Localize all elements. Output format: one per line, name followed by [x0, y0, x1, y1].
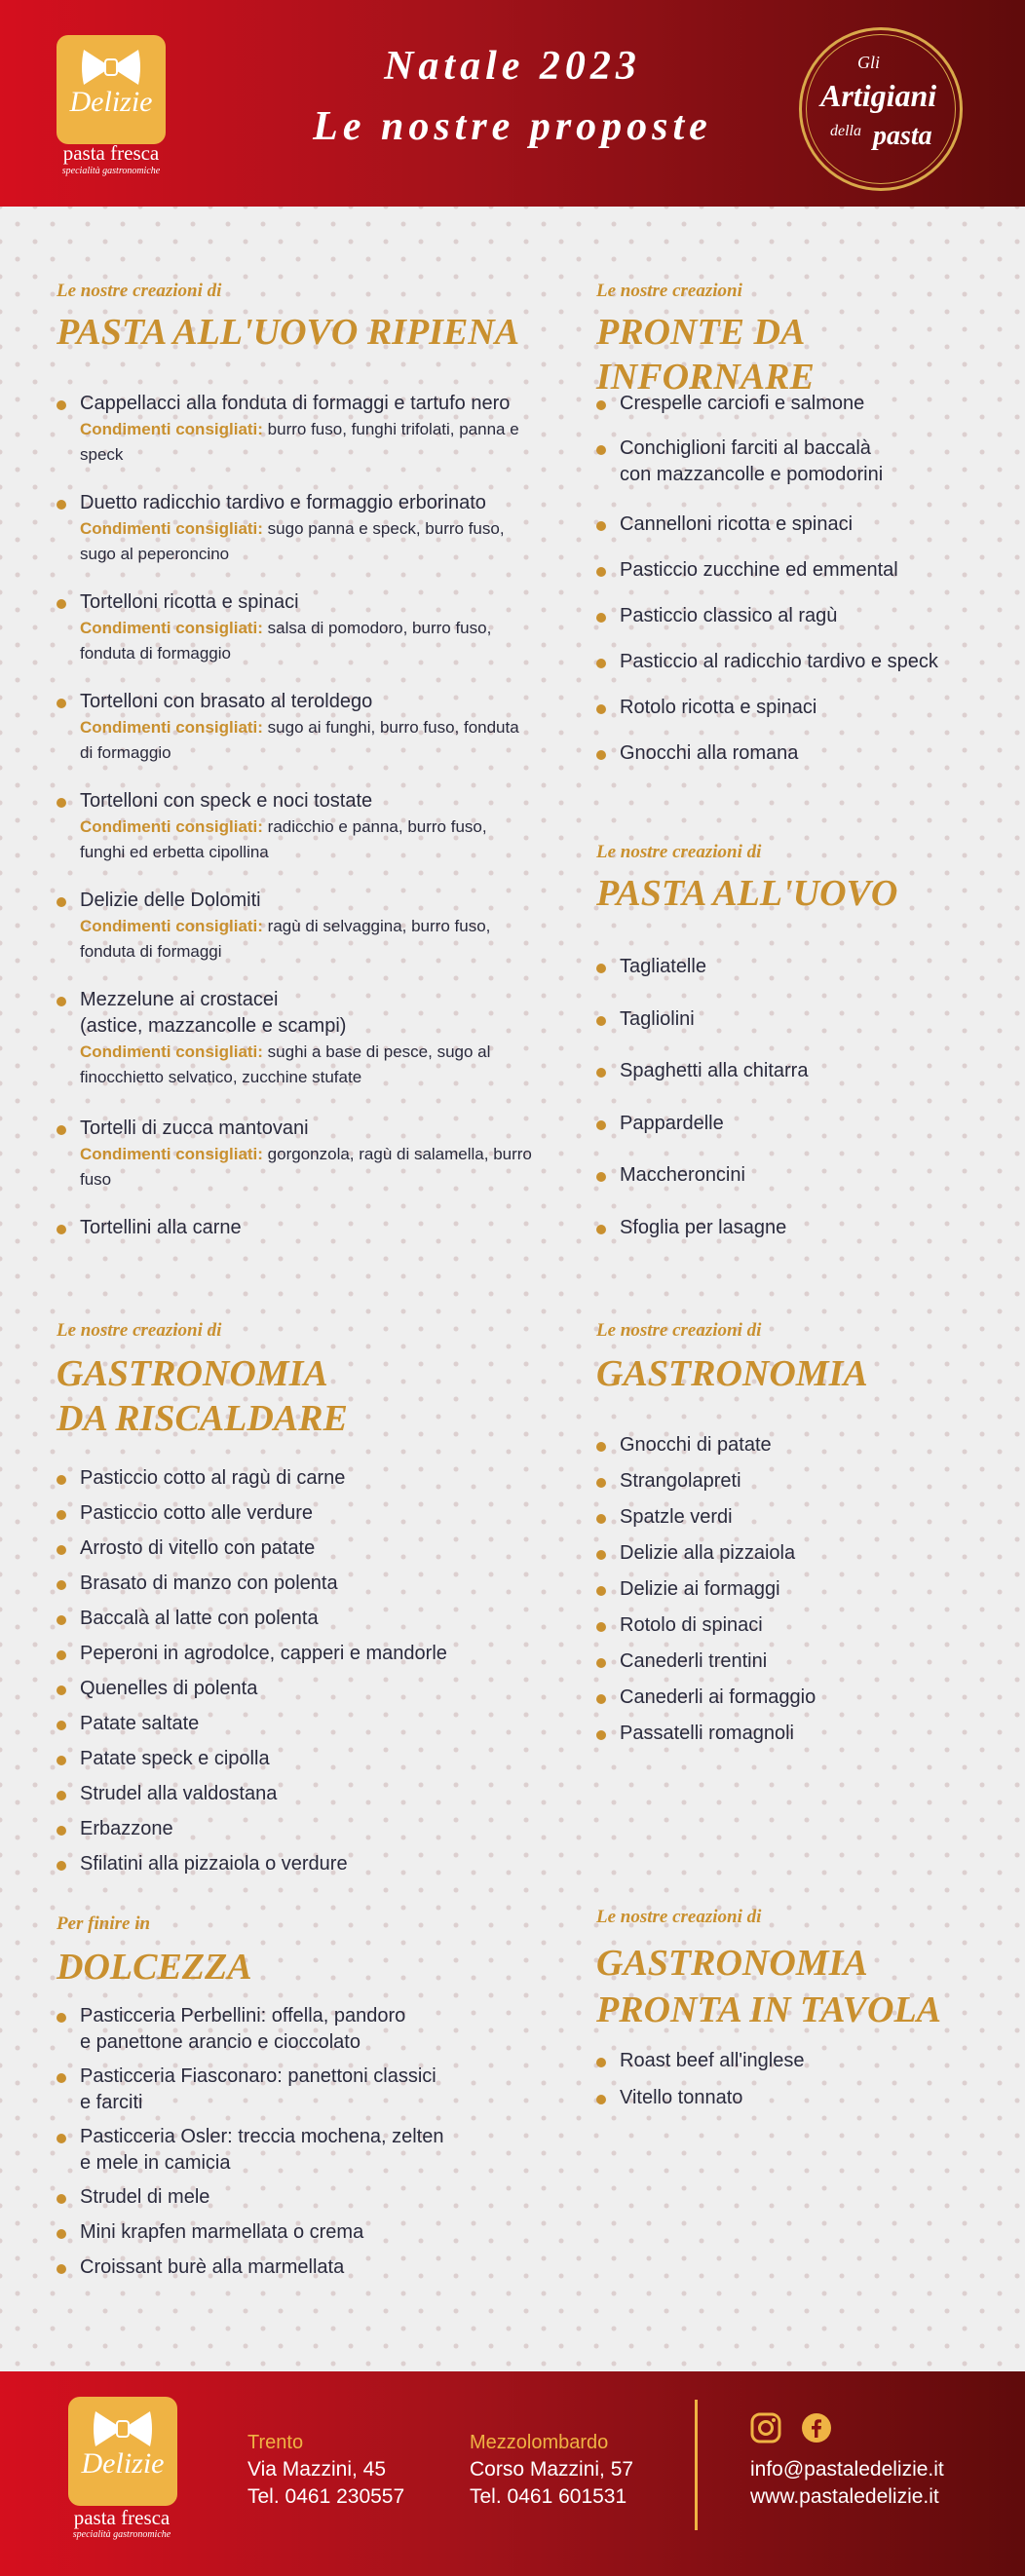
gastronomia-title: GASTRONOMIA — [596, 1353, 868, 1394]
list-item: Canederli trentini — [596, 1648, 1006, 1685]
header-title-line1: Natale 2023 — [384, 44, 641, 89]
mezzolombardo-phone: Tel. 0461 601531 — [470, 2485, 627, 2508]
item-name: Tortelloni con speck e noci tostate — [80, 790, 373, 812]
list-item: Erbazzone — [57, 1816, 544, 1851]
gastronomia-list — [596, 1432, 1006, 1747]
tavola-list — [596, 2048, 1006, 2111]
uovo-pretitle: Le nostre creazioni di — [596, 842, 762, 862]
condiments-text: ragù di selvaggina, burro fuso, fonduta di formaggi — [80, 917, 491, 961]
list-item: Pasticceria Osler: treccia mochena, zelten e mele in camicia — [57, 2124, 544, 2184]
condiments-label: Condimenti consigliati: — [80, 817, 263, 836]
riscaldare-pretitle: Le nostre creazioni di — [57, 1320, 222, 1341]
item-name-detail: (astice, mazzancolle e scampi) — [80, 1015, 347, 1037]
item-condiments — [80, 417, 534, 468]
infornare-pretitle: Le nostre creazioni — [596, 281, 742, 301]
footer-brand-logo — [68, 2397, 177, 2506]
list-item — [57, 391, 534, 490]
facebook-icon[interactable] — [801, 2412, 832, 2443]
uovo-list — [596, 954, 1006, 1241]
footer-banner — [0, 2371, 1025, 2576]
item-condiments — [80, 1142, 534, 1193]
condiments-label: Condimenti consigliati: — [80, 1145, 263, 1163]
condiments-text: sugo ai funghi, burro fuso, fonduta di formaggio — [80, 718, 519, 762]
list-item: Pasticceria Perbellini: offella, pandoro e panettone arancio e cioccolato — [57, 2003, 544, 2064]
dolcezza-title: DOLCEZZA — [57, 1947, 252, 1988]
trento-address: Via Mazzini, 45 — [247, 2458, 387, 2481]
infornare-list — [596, 391, 1006, 767]
condiments-label: Condimenti consigliati: — [80, 619, 263, 637]
list-item: Delizie ai formaggi — [596, 1576, 1006, 1612]
ripiena-pretitle: Le nostre creazioni di — [57, 281, 222, 301]
farfalle-pasta-icon — [80, 47, 142, 88]
list-item — [57, 1215, 534, 1241]
list-item: Gnocchi alla romana — [596, 740, 1006, 767]
condiments-text: salsa di pomodoro, burro fuso, fonduta di formaggio — [80, 619, 492, 663]
footer-logo-subtagline: specialità gastronomiche — [72, 2529, 171, 2540]
item-condiments — [80, 616, 534, 666]
list-item: Roast beef all'inglese — [596, 2048, 1006, 2085]
trento-phone: Tel. 0461 230557 — [247, 2485, 405, 2508]
list-item: Peperoni in agrodolce, capperi e mandorle — [57, 1641, 544, 1676]
list-item: Spaghetti alla chitarra — [596, 1058, 1006, 1111]
mezzolombardo-city: Mezzolombardo — [470, 2432, 609, 2453]
riscaldare-title-line1: GASTRONOMIA — [57, 1353, 328, 1394]
list-item: Canederli ai formaggio — [596, 1685, 1006, 1721]
trento-phone-number[interactable]: 0461 230557 — [285, 2485, 405, 2508]
condiments-text: radicchio e panna, burro fuso, funghi ed erbetta cipollina — [80, 817, 487, 861]
riscaldare-list — [57, 1465, 544, 1877]
item-condiments — [80, 715, 534, 766]
farfalle-pasta-icon — [92, 2408, 154, 2449]
condiments-text: sughi a base di pesce, sugo al finocchietto selvatico, zucchine stufate — [80, 1042, 491, 1086]
riscaldare-title-line2: DA RISCALDARE — [57, 1398, 348, 1439]
list-item: Gnocchi di patate — [596, 1432, 1006, 1468]
item-condiments — [80, 1040, 534, 1090]
email-link[interactable]: info@pastaledelizie.it — [750, 2458, 944, 2481]
condiments-text: sugo panna e speck, burro fuso, sugo al peperoncino — [80, 519, 505, 563]
logo-text: Delizie — [69, 86, 153, 118]
list-item: Tagliatelle — [596, 954, 1006, 1006]
list-item: Passatelli romagnoli — [596, 1721, 1006, 1747]
brand-logo — [57, 35, 166, 144]
ripiena-list — [57, 391, 534, 1241]
gastronomia-pretitle: Le nostre creazioni di — [596, 1320, 762, 1341]
list-item: Quenelles di polenta — [57, 1676, 544, 1711]
item-name: Tortelloni con brasato al teroldego — [80, 691, 373, 712]
tavola-title-line1: GASTRONOMIA — [596, 1943, 868, 1984]
item-condiments — [80, 914, 534, 965]
item-name: Cappellacci alla fonduta di formaggi e tartufo nero — [80, 393, 511, 414]
list-item: Conchiglioni farciti al baccalà con mazzancolle e pomodorini — [596, 436, 1006, 511]
list-item — [57, 788, 534, 888]
item-condiments — [80, 516, 534, 567]
list-item — [57, 589, 534, 689]
list-item — [57, 490, 534, 589]
list-item: Strudel alla valdostana — [57, 1781, 544, 1816]
infornare-title: PRONTE DA INFORNARE — [596, 312, 815, 398]
condiments-text: gorgonzola, ragù di salamella, burro fuso — [80, 1145, 532, 1189]
list-item: Cannelloni ricotta e spinaci — [596, 511, 1006, 557]
tavola-pretitle: Le nostre creazioni di — [596, 1907, 762, 1927]
list-item: Brasato di manzo con polenta — [57, 1571, 544, 1606]
item-name: Tortelloni ricotta e spinaci — [80, 591, 299, 613]
list-item: Maccheroncini — [596, 1162, 1006, 1215]
footer-logo-text: Delizie — [81, 2447, 165, 2480]
seal-line4: pasta — [873, 121, 932, 151]
item-name: Mezzelune ai crostacei — [80, 989, 279, 1010]
mezzolombardo-address: Corso Mazzini, 57 — [470, 2458, 634, 2481]
list-item: Sfilatini alla pizzaiola o verdure — [57, 1851, 544, 1877]
list-item: Arrosto di vitello con patate — [57, 1535, 544, 1571]
dolcezza-pretitle: Per finire in — [57, 1913, 151, 1934]
list-item: Tagliolini — [596, 1006, 1006, 1059]
list-item: Pasticcio classico al ragù — [596, 603, 1006, 649]
condiments-label: Condimenti consigliati: — [80, 718, 263, 737]
list-item: Patate speck e cipolla — [57, 1746, 544, 1781]
item-condiments — [80, 814, 534, 865]
seal-line2: Artigiani — [820, 78, 937, 113]
list-item — [57, 888, 534, 987]
header-banner — [0, 0, 1025, 207]
logo-subtagline: specialità gastronomiche — [61, 166, 161, 176]
ripiena-title: PASTA ALL'UOVO RIPIENA — [57, 312, 520, 353]
seal-line1: Gli — [857, 53, 881, 72]
condiments-label: Condimenti consigliati: — [80, 519, 263, 538]
tavola-title-line2: PRONTA IN TAVOLA — [596, 1989, 942, 2030]
list-item — [57, 689, 534, 788]
list-item: Crespelle carciofi e salmone — [596, 391, 1006, 436]
list-item: Mini krapfen marmellata o crema — [57, 2219, 544, 2254]
list-item: Patate saltate — [57, 1711, 544, 1746]
artigiani-pasta-seal — [799, 27, 963, 191]
seal-line3: della — [830, 123, 861, 139]
dolcezza-list — [57, 2003, 544, 2281]
list-item: Pasticcio cotto al ragù di carne — [57, 1465, 544, 1500]
condiments-label: Condimenti consigliati: — [80, 420, 263, 438]
list-item: Spatzle verdi — [596, 1504, 1006, 1540]
footer-logo-tagline: pasta fresca — [73, 2506, 171, 2529]
list-item: Rotolo ricotta e spinaci — [596, 695, 1006, 740]
list-item: Croissant burè alla marmellata — [57, 2254, 544, 2281]
mezzolombardo-phone-number[interactable]: 0461 601531 — [507, 2485, 627, 2508]
list-item: Vitello tonnato — [596, 2085, 1006, 2111]
trento-city: Trento — [247, 2432, 304, 2453]
list-item: Strangolapreti — [596, 1468, 1006, 1504]
item-name: Duetto radicchio tardivo e formaggio erborinato — [80, 492, 486, 513]
condiments-label: Condimenti consigliati: — [80, 1042, 263, 1061]
item-name: Tortelli di zucca mantovani — [80, 1118, 309, 1139]
list-item: Rotolo di spinaci — [596, 1612, 1006, 1648]
condiments-text: burro fuso, funghi trifolati, panna e speck — [80, 420, 519, 464]
header-title-line2: Le nostre proposte — [313, 104, 712, 149]
list-item: Pappardelle — [596, 1111, 1006, 1163]
footer-divider — [695, 2400, 698, 2530]
website-link[interactable]: www.pastaledelizie.it — [750, 2485, 939, 2508]
list-item: Pasticcio cotto alle verdure — [57, 1500, 544, 1535]
list-item: Pasticcio al radicchio tardivo e speck — [596, 649, 1006, 695]
uovo-title: PASTA ALL'UOVO — [596, 873, 898, 914]
list-item — [57, 987, 534, 1116]
condiments-label: Condimenti consigliati: — [80, 917, 263, 935]
list-item — [57, 1116, 534, 1215]
list-item: Pasticceria Fiasconaro: panettoni classici e farciti — [57, 2064, 544, 2124]
list-item: Delizie alla pizzaiola — [596, 1540, 1006, 1576]
list-item: Baccalà al latte con polenta — [57, 1606, 544, 1641]
list-item: Strudel di mele — [57, 2184, 544, 2219]
item-name: Tortellini alla carne — [80, 1217, 242, 1238]
item-name: Delizie delle Dolomiti — [80, 890, 261, 911]
list-item: Sfoglia per lasagne — [596, 1215, 1006, 1241]
logo-tagline: pasta fresca — [62, 141, 160, 165]
list-item: Pasticcio zucchine ed emmental — [596, 557, 1006, 603]
instagram-icon[interactable] — [750, 2412, 781, 2443]
